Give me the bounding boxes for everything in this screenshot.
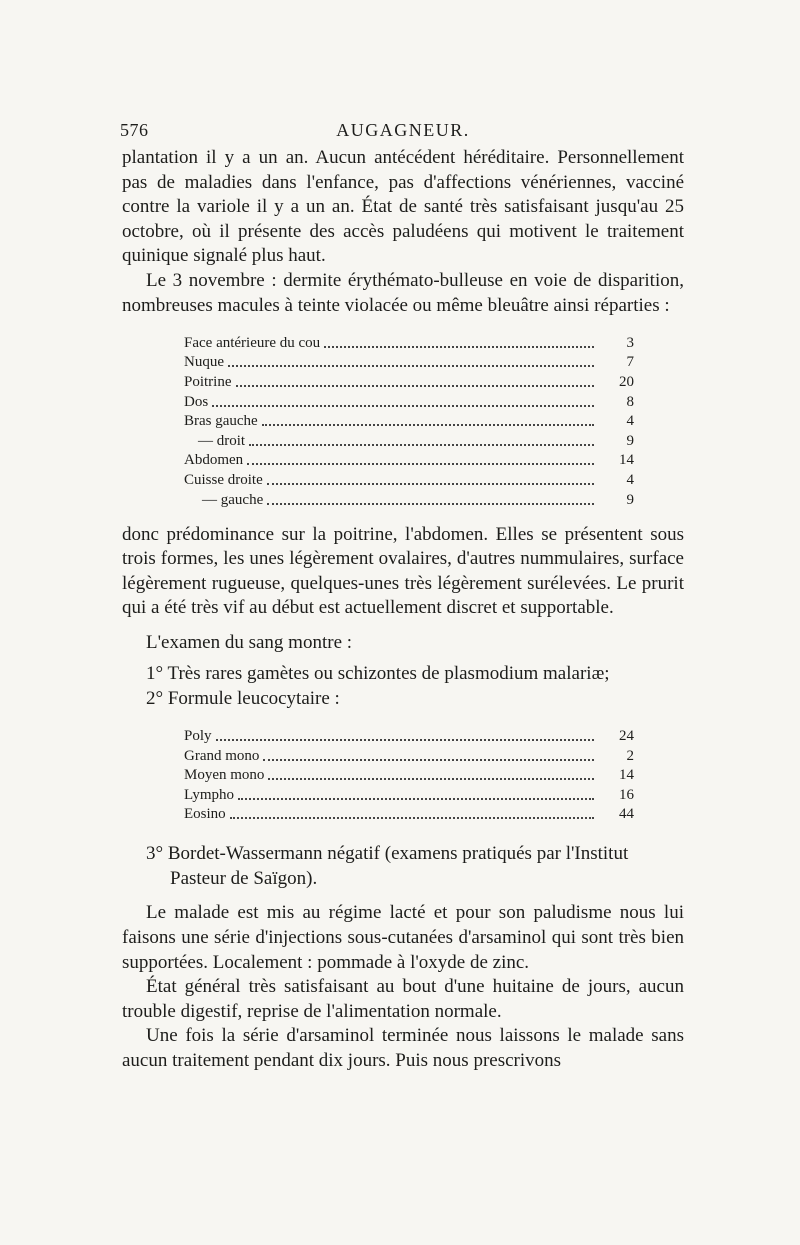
dot-leader <box>324 345 594 348</box>
dot-leader <box>247 462 594 465</box>
row-value: 4 <box>626 413 634 430</box>
row-label: — gauche <box>202 491 264 508</box>
row-value: 9 <box>626 432 634 449</box>
table-row <box>184 430 634 450</box>
table-row <box>184 469 634 489</box>
dot-leader <box>228 364 594 367</box>
dot-leader <box>230 816 594 819</box>
macules-table <box>184 332 634 508</box>
table-row <box>184 391 634 411</box>
row-value: 3 <box>626 334 634 351</box>
dot-leader <box>236 384 595 387</box>
paragraph-dermite: Le 3 novembre : dermite érythémato-bulleuse en voie de disparition, nombreuses macules à teinte violacée ou même bleuâtre ainsi réparties : <box>122 269 684 316</box>
table-row <box>184 489 634 509</box>
numbered-item-3: 3° Bordet-Wassermann négatif (examens pratiqués par l'Institut Pasteur de Saïgon). <box>146 843 629 890</box>
row-label: Cuisse droite <box>184 471 263 488</box>
table-row <box>184 804 634 824</box>
row-value: 14 <box>619 452 634 469</box>
row-label: Eosino <box>184 806 226 823</box>
row-label: Nuque <box>184 354 224 371</box>
row-label: Dos <box>184 393 209 410</box>
table-row <box>184 371 634 391</box>
row-value: 16 <box>619 786 634 803</box>
row-label: Poitrine <box>184 373 232 390</box>
row-value: 14 <box>619 767 634 784</box>
table-row <box>184 725 634 745</box>
row-value: 7 <box>626 354 634 371</box>
dot-leader <box>238 797 594 800</box>
row-label: Poly <box>184 728 212 745</box>
table-row <box>184 450 634 470</box>
table-row <box>184 765 634 785</box>
numbered-item-1: 1° Très rares gamètes ou schizontes de plasmodium malariæ; <box>146 663 610 685</box>
row-value: 9 <box>626 491 634 508</box>
table-row <box>184 411 634 431</box>
row-value: 24 <box>619 728 634 745</box>
table-row <box>184 352 634 372</box>
row-value: 8 <box>626 393 634 410</box>
paragraph-general-state: État général très satisfaisant au bout d'une huitaine de jours, aucun trouble digestif, reprise de l'alimentation normale. <box>122 976 684 1022</box>
dot-leader <box>249 443 594 446</box>
row-value: 4 <box>626 471 634 488</box>
row-value: 44 <box>619 806 634 823</box>
row-label: Face antérieure du cou <box>184 334 321 351</box>
paragraph-predominance: donc prédominance sur la poitrine, l'abdomen. Elles se présentent sous trois formes, les unes légèrement ovalaires, d'autres nummulaires, surface légèrement rugueuse, quelques-unes très légèrement surélevées. Le prurit qui a été très vif au début est actuellement discret et supportable. <box>122 523 684 619</box>
table-row <box>184 784 634 804</box>
dot-leader <box>262 423 594 426</box>
spacer <box>122 621 684 631</box>
paragraph-history: plantation il y a un an. Aucun antécédent héréditaire. Personnellement pas de maladies dans l'enfance, pas d'affections vénériennes, vacciné contre la variole il y a un an. État de santé très satisfaisant jusqu'au 25 octobre, où il présente des accès paludéens qui motivent le traitement quinique signalé plus haut. <box>122 147 684 267</box>
dot-leader <box>268 777 594 780</box>
dot-leader <box>267 482 594 485</box>
table-row <box>184 745 634 765</box>
row-label: — droit <box>198 432 246 449</box>
row-value: 2 <box>626 747 634 764</box>
dot-leader <box>212 404 594 407</box>
leucocyte-table <box>184 725 634 823</box>
row-label: Moyen mono <box>184 767 265 784</box>
row-label: Grand mono <box>184 747 260 764</box>
paragraph-blood-exam: L'examen du sang montre : <box>146 631 353 653</box>
page-header <box>122 112 684 146</box>
spacer <box>122 891 684 901</box>
running-head: AUGAGNEUR. <box>336 120 470 140</box>
paragraph-continuation: Une fois la série d'arsaminol terminée nous laissons le malade sans aucun traitement pendant dix jours. Puis nous prescrivons <box>122 1025 684 1071</box>
row-label: Abdomen <box>184 452 244 469</box>
dot-leader <box>267 502 594 505</box>
numbered-item-2: 2° Formule leucocytaire : <box>146 688 340 710</box>
row-label: Bras gauche <box>184 413 258 430</box>
row-value: 20 <box>619 373 634 390</box>
row-label: Lympho <box>184 786 235 803</box>
page-number: 576 <box>120 120 149 140</box>
table-row <box>184 332 634 352</box>
page <box>122 112 684 1074</box>
dot-leader <box>216 738 594 741</box>
paragraph-treatment: Le malade est mis au régime lacté et pour son paludisme nous lui faisons une série d'injections sous-cutanées d'arsaminol qui sont très bien supportées. Localement : pommade à l'oxyde de zinc. <box>122 902 684 973</box>
dot-leader <box>263 758 594 761</box>
